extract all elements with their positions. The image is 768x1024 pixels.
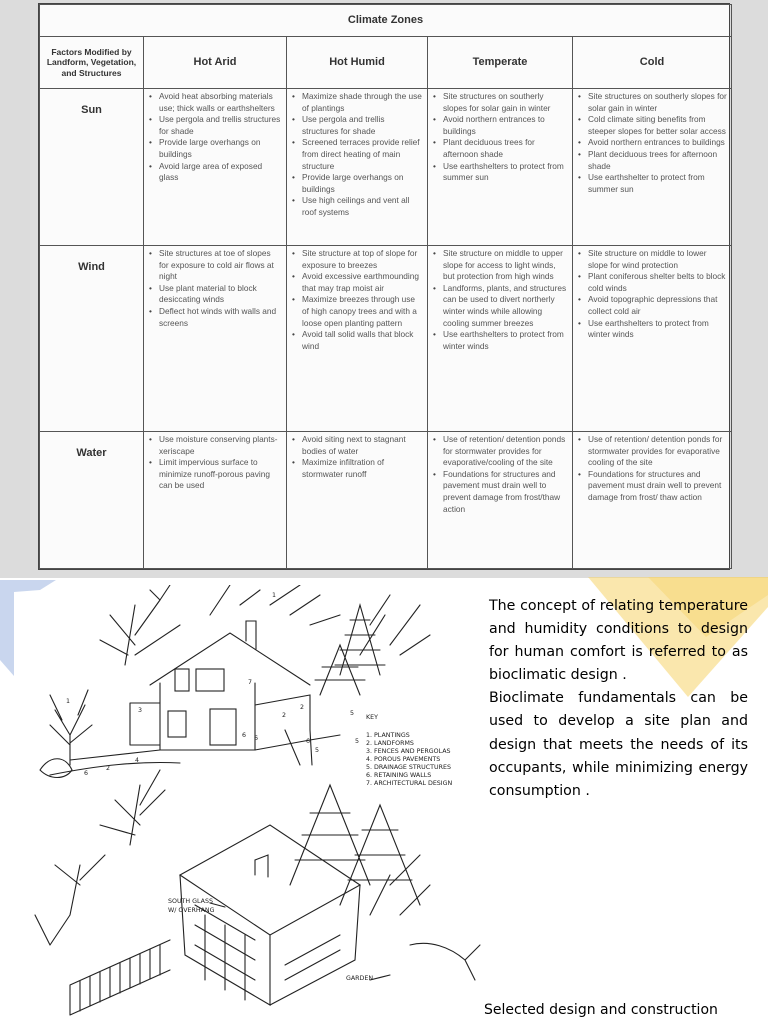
bullet-item: • Site structures at toe of slopes for exposure to cold air flows at night (159, 248, 282, 283)
paragraph-fundamentals: Bioclimate fundamentals can be used to develop a site plan and design that meets the needs of its occupants, while minimizing energy consumption . (489, 690, 748, 799)
table-cell (144, 89, 287, 246)
bullet-item: • Deflect hot winds with walls and screens (159, 306, 282, 329)
table-cell (428, 246, 573, 432)
bullet-item: • Foundations for structures and pavement must drain well to prevent damage from frost/ thaw action (588, 469, 727, 504)
bullet-item: • Use earthshelters to protect from winter winds (443, 329, 568, 352)
bullet-item: • Cold climate siting benefits from steeper slopes for better solar access (588, 114, 727, 137)
bullet-item: • Use pergola and trellis structures for shade (302, 114, 423, 137)
bullet-item: • Maximize shade through the use of plantings (302, 91, 423, 114)
callout-number: 5 (350, 710, 355, 717)
callout-number: 4 (135, 757, 140, 764)
factor-label: Wind (40, 246, 144, 432)
bullet-item: • Use earthshelters to protect from summer sun (443, 161, 568, 184)
bullet-item: • Limit impervious surface to minimize runoff-porous paving can be used (159, 457, 282, 492)
sketch-key-item: 2. LANDFORMS (366, 740, 414, 747)
zone-header: Cold (573, 37, 732, 89)
table-cell (573, 432, 732, 569)
table-cell (428, 89, 573, 246)
sketch-key-item: 3. FENCES AND PERGOLAS (366, 748, 451, 755)
bullet-item: • Site structure on middle to lower slope for wind protection (588, 248, 727, 271)
sketch-caption: Selected design and construction (484, 1002, 718, 1018)
bullet-item: • Use moisture conserving plants-xeriscape (159, 434, 282, 457)
callout-number: 6 (242, 732, 247, 739)
bullet-item: • Site structures on southerly slopes for solar gain in winter (443, 91, 568, 114)
callout-number: 5 (315, 747, 320, 754)
bullet-item: • Provide large overhangs on buildings (302, 172, 423, 195)
bullet-item: • Plant deciduous trees for afternoon shade (443, 137, 568, 160)
bullet-item: • Avoid large area of exposed glass (159, 161, 282, 184)
bullet-item: • Use high ceilings and vent all roof systems (302, 195, 423, 218)
bullet-item: • Avoid northern entrances to buildings (443, 114, 568, 137)
bullet-item: • Plant coniferous shelter belts to block cold winds (588, 271, 727, 294)
callout-number: 6 (254, 735, 259, 742)
description-text (489, 595, 748, 803)
south-glass-label: W/ OVERHANG (168, 907, 215, 914)
table-cell (573, 246, 732, 432)
zone-header: Temperate (428, 37, 573, 89)
callout-number: 2 (282, 712, 287, 719)
sketch-key-item: 6. RETAINING WALLS (366, 772, 432, 779)
bullet-item: • Avoid siting next to stagnant bodies of water (302, 434, 423, 457)
table-cell (144, 432, 287, 569)
bullet-item: • Avoid topographic depressions that collect cold air (588, 294, 727, 317)
table-title: Climate Zones (40, 5, 732, 37)
table-cell (428, 432, 573, 569)
bullet-item: • Screened terraces provide relief from direct heating of main structure (302, 137, 423, 172)
sketch-key-item: 7. ARCHITECTURAL DESIGN (366, 780, 453, 787)
bullet-item: • Avoid excessive earthmounding that may trap moist air (302, 271, 423, 294)
bullet-item: • Avoid northern entrances to buildings (588, 137, 727, 149)
bullet-item: • Foundations for structures and pavement must drain well to prevent damage from frost/thaw action (443, 469, 568, 515)
callout-number: 1 (66, 698, 71, 705)
bullet-item: • Use of retention/ detention ponds for stormwater provides for evaporative/cooling of the site (443, 434, 568, 469)
callout-number: 2 (300, 704, 305, 711)
callout-number: 3 (138, 707, 143, 714)
table-row (40, 246, 732, 432)
bullet-item: • Avoid heat absorbing materials use; thick walls or earthshelters (159, 91, 282, 114)
bullet-item: • Use of retention/ detention ponds for stormwater provides for evaporative cooling of the site (588, 434, 727, 469)
bullet-item: • Site structure on middle to upper slope for access to light winds, but protection from high winds (443, 248, 568, 283)
callout-number: 6 (306, 738, 311, 745)
table-cell (287, 246, 428, 432)
paragraph-bioclimatic: The concept of relating temperature and humidity conditions to design for human comfort is referred to as bioclimatic design . (489, 598, 748, 684)
bullet-item: • Plant deciduous trees for afternoon shade (588, 149, 727, 172)
callout-number: 5 (355, 738, 360, 745)
sketch-key-item: 4. POROUS PAVEMENTS (366, 756, 441, 763)
table-row (40, 432, 732, 569)
table-row (40, 89, 732, 246)
table-cell (287, 432, 428, 569)
bullet-item: • Use earthshelters to protect from winter winds (588, 318, 727, 341)
climate-table-grid (39, 4, 732, 569)
bullet-item: • Use plant material to block desiccating winds (159, 283, 282, 306)
table-cell (144, 246, 287, 432)
bullet-item: • Use pergola and trellis structures for shade (159, 114, 282, 137)
bullet-item: • Maximize infiltration of stormwater runoff (302, 457, 423, 480)
south-glass-label: SOUTH GLASS (168, 898, 213, 905)
bullet-item: • Maximize breezes through use of high canopy trees and with a loose open planting pattern (302, 294, 423, 329)
table-cell (573, 89, 732, 246)
factor-label: Sun (40, 89, 144, 246)
bullet-item: • Avoid tall solid walls that block wind (302, 329, 423, 352)
bullet-item: • Use earthshelter to protect from summer sun (588, 172, 727, 195)
callout-number: 6 (84, 770, 89, 777)
sketch-key-item: 5. DRAINAGE STRUCTURES (366, 764, 451, 771)
zone-header: Hot Arid (144, 37, 287, 89)
climate-zones-table (38, 3, 730, 570)
bullet-item: • Provide large overhangs on buildings (159, 137, 282, 160)
callout-number: 1 (272, 592, 277, 599)
table-cell (287, 89, 428, 246)
garden-label: GARDEN (346, 975, 374, 982)
bullet-item: • Landforms, plants, and structures can be used to divert northerly winter winds while allowing cooling summer breezes (443, 283, 568, 329)
factor-header: Factors Modified by Landform, Vegetation, and Structures (40, 37, 144, 89)
bullet-item: • Site structures on southerly slopes for solar gain in winter (588, 91, 727, 114)
bullet-item: • Site structure at top of slope for exposure to breezes (302, 248, 423, 271)
sketch-key-item: 1. PLANTINGS (366, 732, 410, 739)
zone-header: Hot Humid (287, 37, 428, 89)
sketch-key-title: KEY (366, 714, 378, 721)
callout-number: 2 (106, 765, 111, 772)
callout-number: 7 (248, 679, 253, 686)
site-design-sketch (10, 585, 488, 1024)
factor-label: Water (40, 432, 144, 569)
